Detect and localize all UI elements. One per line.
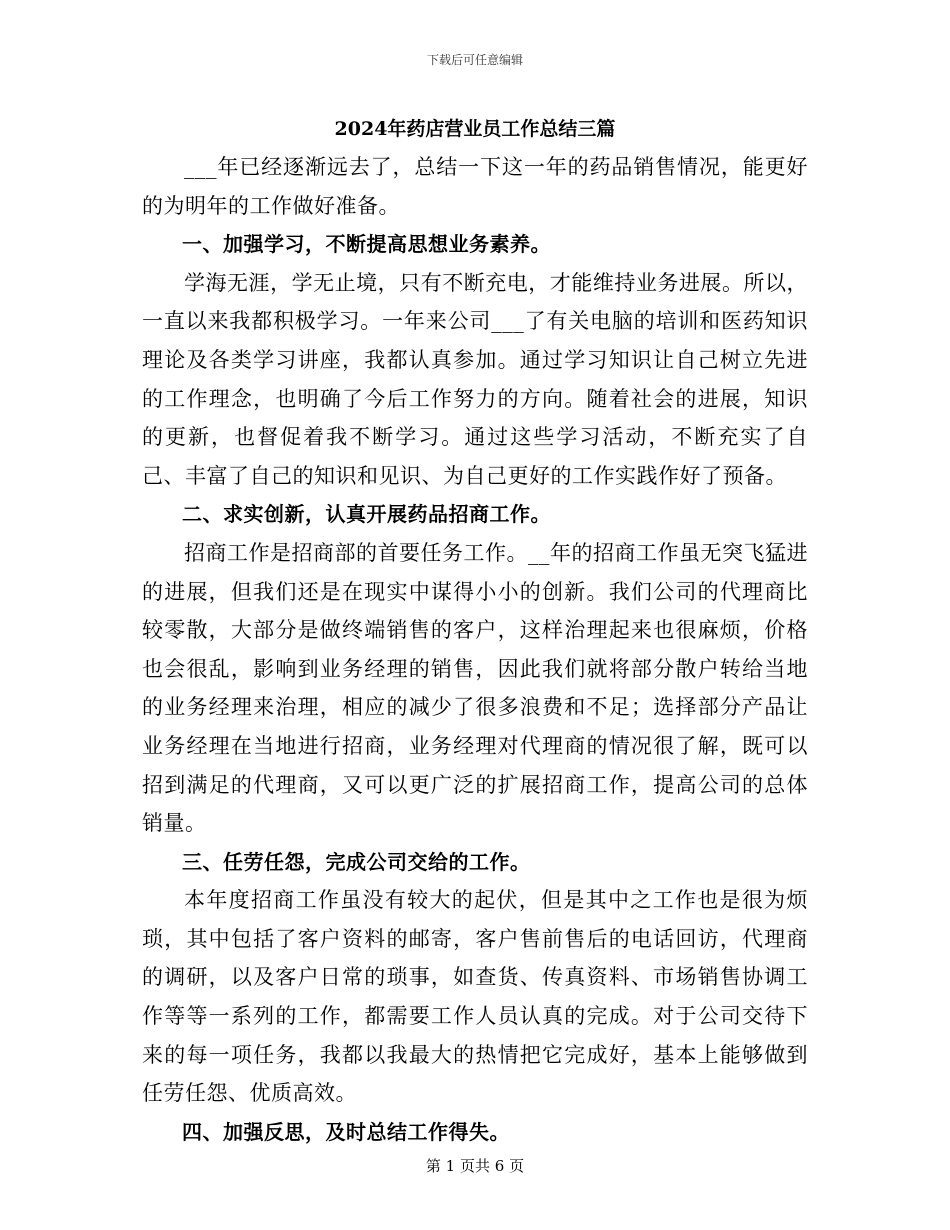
section-1-body: 学海无涯，学无止境，只有不断充电，才能维持业务进展。所以，一直以来我都积极学习。一年来公司___了有关电脑的培训和医药知识理论及各类学习讲座，我都认真参加。通过学习知识让自己树立先进的工作理念，也明确了今后工作努力的方向。随着社会的进展，知识的更新，也督促着我不断学习。通过这些学习活动，不断充实了自己、丰富了自己的知识和见识、为自己更好的工作实践作好了预备。 xyxy=(142,270,808,488)
section-3-body: 本年度招商工作虽没有较大的起伏，但是其中之工作也是很为烦琐，其中包括了客户资料的邮寄，客户售前售后的电话回访，代理商的调研，以及客户日常的琐事，如查货、传真资料、市场销售协调工作等等一系列的工作，都需要工作人员认真的完成。对于公司交待下来的每一项任务，我都以我最大的热情把它完成好，基本上能够做到任劳任怨、优质高效。 xyxy=(142,888,808,1106)
document-title: 2024年药店营业员工作总结三篇 xyxy=(334,118,616,140)
page-number: 第 1 页共 6 页 xyxy=(425,1157,525,1175)
section-4-heading: 四、加强反思，及时总结工作得失。 xyxy=(182,1119,510,1144)
section-1-heading: 一、加强学习，不断提高思想业务素养。 xyxy=(182,232,551,257)
section-2-heading: 二、求实创新，认真开展药品招商工作。 xyxy=(182,502,551,527)
section-3-heading: 三、任劳任怨，完成公司交给的工作。 xyxy=(182,849,531,874)
document-body xyxy=(142,110,808,1151)
section-2-body: 招商工作是招商部的首要任务工作。__年的招商工作虽无突飞猛进的进展，但我们还是在现实中谋得小小的创新。我们公司的代理商比较零散，大部分是做终端销售的客户，这样治理起来也很麻烦，价格也会很乱，影响到业务经理的销售，因此我们就将部分散户转给当地的业务经理来治理，相应的减少了很多浪费和不足；选择部分产品让业务经理在当地进行招商，业务经理对代理商的情况很了解，既可以招到满足的代理商，又可以更广泛的扩展招商工作，提高公司的总体销量。 xyxy=(142,540,808,836)
header-note: 下载后可任意编辑 xyxy=(426,53,523,67)
intro-paragraph: ___年已经逐渐远去了，总结一下这一年的药品销售情况，能更好的为明年的工作做好准备。 xyxy=(142,155,808,218)
